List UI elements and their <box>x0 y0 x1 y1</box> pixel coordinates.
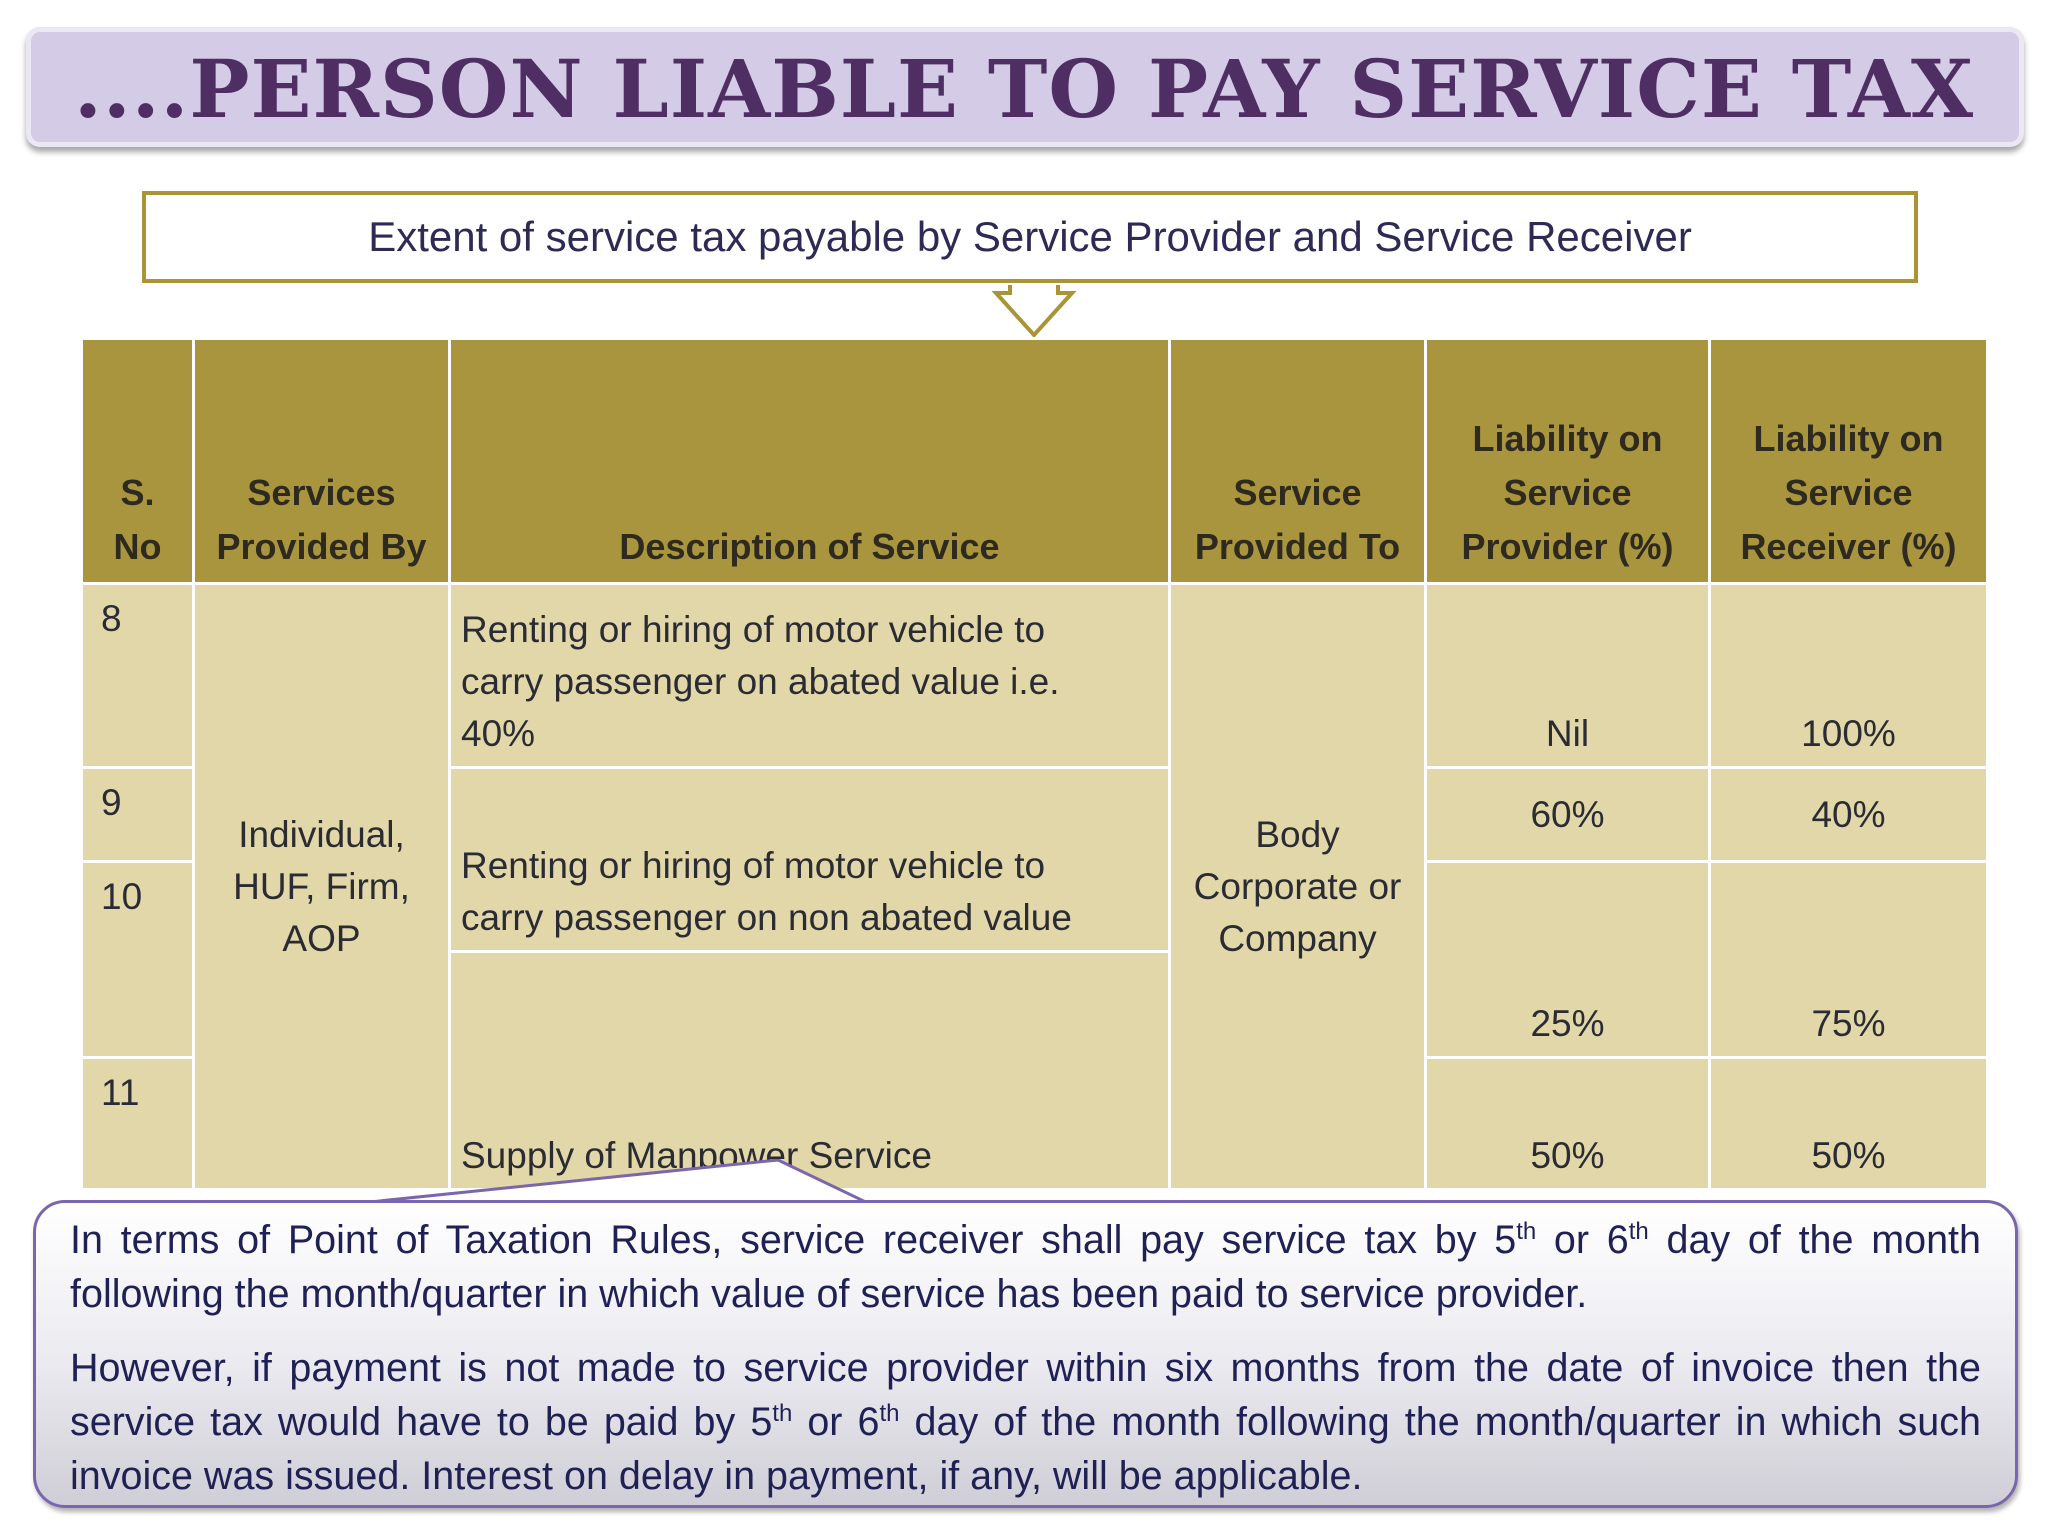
header-receiver-liability: Liability on Service Receiver (%) <box>1710 339 1988 584</box>
provided-to-cell: Body Corporate or Company <box>1170 584 1426 1190</box>
provider-liability-cell: 50% <box>1426 1058 1710 1190</box>
description-cell: Renting or hiring of motor vehicle to carry passenger on non abated value <box>450 768 1170 952</box>
sno-cell: 10 <box>82 862 194 1058</box>
provided-by-cell: Individual, HUF, Firm, AOP <box>194 584 450 1190</box>
provider-liability-cell: 25% <box>1426 862 1710 1058</box>
provider-liability-cell: Nil <box>1426 584 1710 768</box>
note-pointer-icon <box>350 1159 870 1204</box>
description-cell: Supply of Manpower Service <box>450 952 1170 1190</box>
liability-table <box>80 337 1989 1191</box>
header-provided-to: Service Provided To <box>1170 339 1426 584</box>
down-arrow-icon <box>990 283 1078 339</box>
receiver-liability-cell: 40% <box>1710 768 1988 862</box>
table-header-row <box>82 339 1988 584</box>
sno-cell: 11 <box>82 1058 194 1190</box>
receiver-liability-cell: 100% <box>1710 584 1988 768</box>
header-description: Description of Service <box>450 339 1170 584</box>
table-row <box>82 584 1988 768</box>
provider-liability-cell: 60% <box>1426 768 1710 862</box>
description-cell: Renting or hiring of motor vehicle to carry passenger on abated value i.e. 40% <box>450 584 1170 768</box>
header-provider-liability: Liability on Service Provider (%) <box>1426 339 1710 584</box>
note-box <box>33 1200 2018 1508</box>
callout-text: Extent of service tax payable by Service Provider and Service Receiver <box>368 213 1692 260</box>
receiver-liability-cell: 50% <box>1710 1058 1988 1190</box>
note-paragraph-2: However, if payment is not made to service provider within six months from the date of invoice then the service tax would have to be paid by 5th or 6th day of the month following the month/quarter in which such invoice was issued. Interest on delay in payment, if any, will be applicable. <box>70 1346 1981 1498</box>
sno-cell: 8 <box>82 584 194 768</box>
note-paragraph-1: In terms of Point of Taxation Rules, service receiver shall pay service tax by 5th or 6th day of the month following the month/quarter in which value of service has been paid to service provider. <box>70 1217 1981 1316</box>
callout-box <box>142 191 1918 283</box>
page-title: ....PERSON LIABLE TO PAY SERVICE TAX <box>73 42 1975 136</box>
sno-cell: 9 <box>82 768 194 862</box>
receiver-liability-cell: 75% <box>1710 862 1988 1058</box>
header-sno: S. No <box>82 339 194 584</box>
header-provided-by: Services Provided By <box>194 339 450 584</box>
